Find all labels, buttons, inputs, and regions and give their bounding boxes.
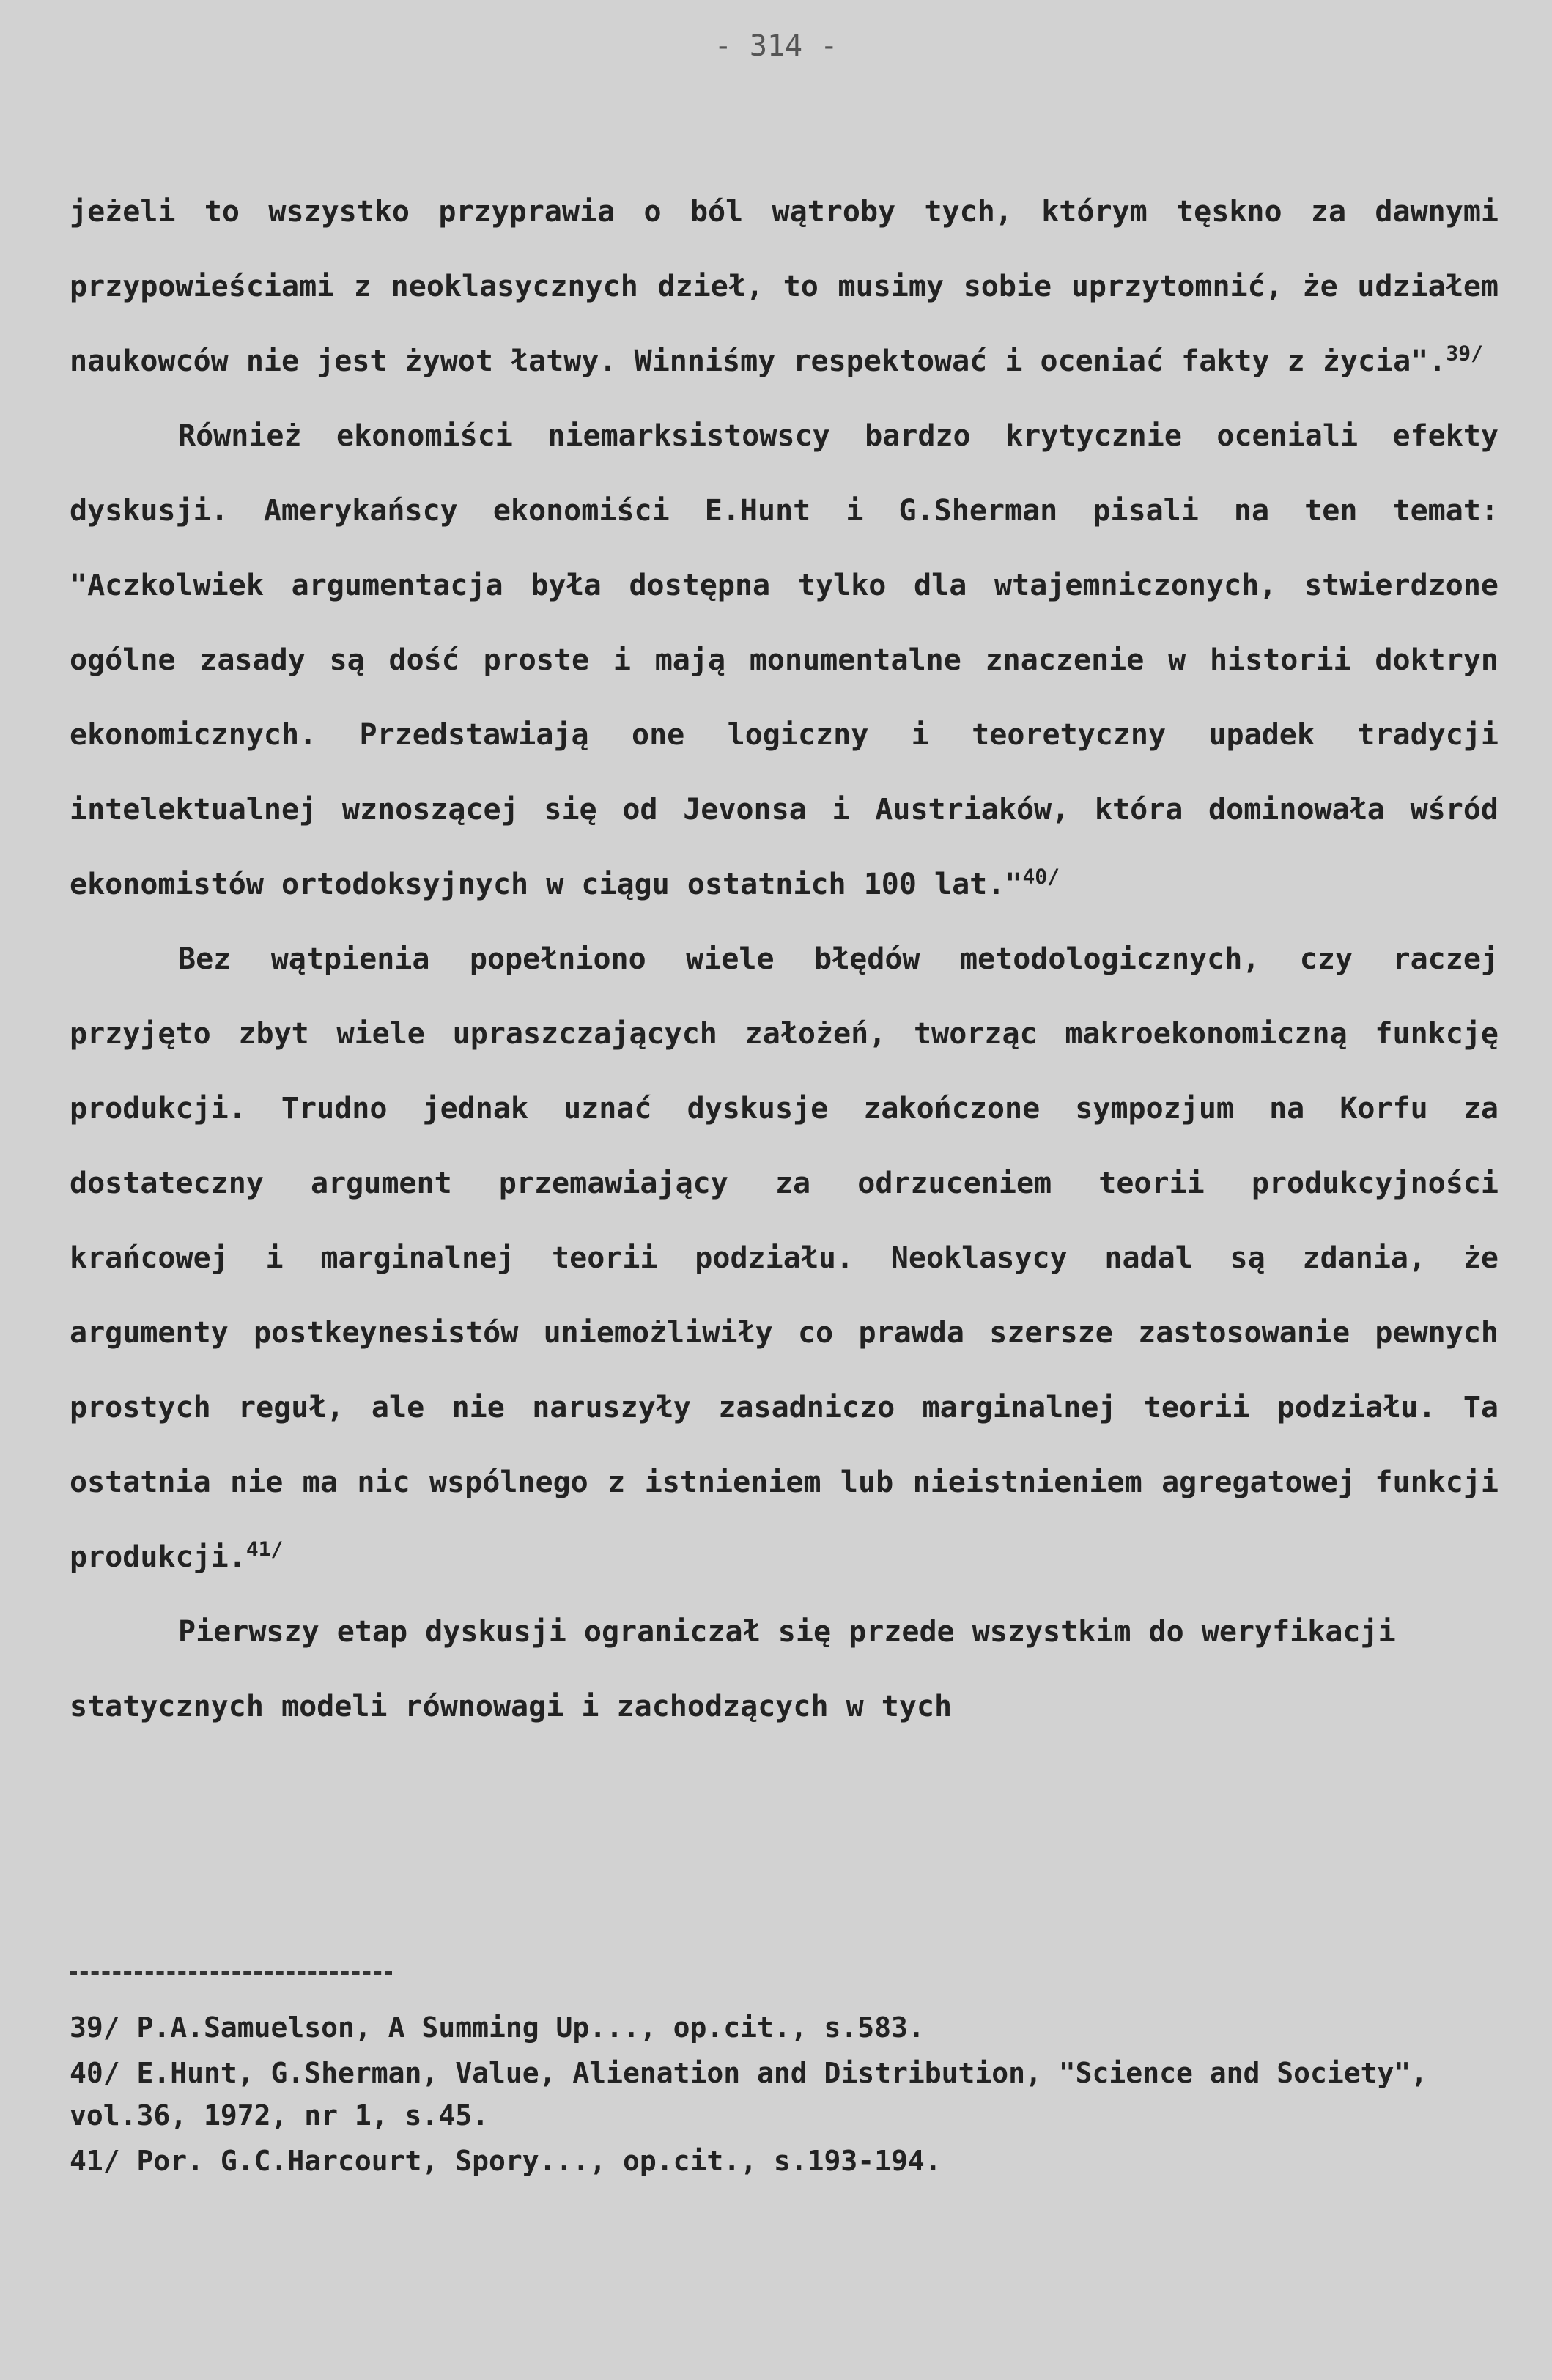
footnote-separator — [70, 1971, 392, 1975]
body-text — [70, 174, 1499, 1744]
footnotes — [70, 2006, 1499, 2185]
footnote-ref-41: 41/ — [245, 1537, 284, 1562]
footnote-ref-39: 39/ — [1446, 341, 1483, 366]
paragraph-1: jeżeli to wszystko przyprawia o ból wątroby tych, którym tęskno za dawnymi przypowieściami z neoklasycznych dzieł, to musimy sobie uprzytomnić, że udziałem naukowców nie jest żywot łatwy. Winniśmy respektować i oceniać fakty z życia".$^{39/}$ — [70, 195, 1499, 378]
paragraph-4: Pierwszy etap dyskusji ograniczał się przede wszystkim do weryfikacji statycznych modeli równowagi i zachodzących w tych — [70, 1615, 1396, 1723]
paragraph-2: Również ekonomiści niemarksistowscy bardzo krytycznie oceniali efekty dyskusji. Amerykańscy ekonomiści E.Hunt i G.Sherman pisali na ten temat: "Aczkolwiek argumentacja była dostępna tylko dla wtajemniczonych, stwierdzone ogólne zasady są dość proste i mają monumentalne znaczenie w historii doktryn ekonomicznych. Przedstawiają one logiczny i teoretyczny upadek tradycji intelektualnej wznoszącej się od Jevonsa i Austriaków, która dominowała wśród ekonomistów ortodoksyjnych w ciągu ostatnich 100 lat."$^{40/}$ — [70, 419, 1499, 901]
footnote-39: 39/ P.A.Samuelson, A Summing Up..., op.cit., s.583. — [70, 2011, 925, 2044]
paragraph-3: Bez wątpienia popełniono wiele błędów metodologicznych, czy raczej przyjęto zbyt wiele upraszczających założeń, tworząc makroekonomiczną funkcję produkcji. Trudno jednak uznać dyskusje zakończone sympozjum na Korfu za dostateczny argument przemawiający za odrzuceniem teorii produkcyjności krańcowej i marginalnej teorii podziału. Neoklasycy nadal są zdania, że argumenty postkeynesistów uniemożliwiły co prawda szersze zastosowanie pewnych prostych reguł, ale nie naruszyły zasadniczo marginalnej teorii podziału. Ta ostatnia nie ma nic wspólnego z istnieniem lub nieistnieniem agregatowej funkcji produkcji.$^{41/}$ — [70, 942, 1499, 1574]
footnote-41: 41/ Por. G.C.Harcourt, Spory..., op.cit., s.193-194. — [70, 2145, 942, 2177]
footnote-ref-40: 40/ — [1022, 864, 1060, 889]
footnote-40: 40/ E.Hunt, G.Sherman, Value, Alienation and Distribution, "Science and Society", vol.36, 1972, nr 1, s.45. — [70, 2057, 1428, 2132]
page-number: - 314 - — [714, 29, 838, 63]
